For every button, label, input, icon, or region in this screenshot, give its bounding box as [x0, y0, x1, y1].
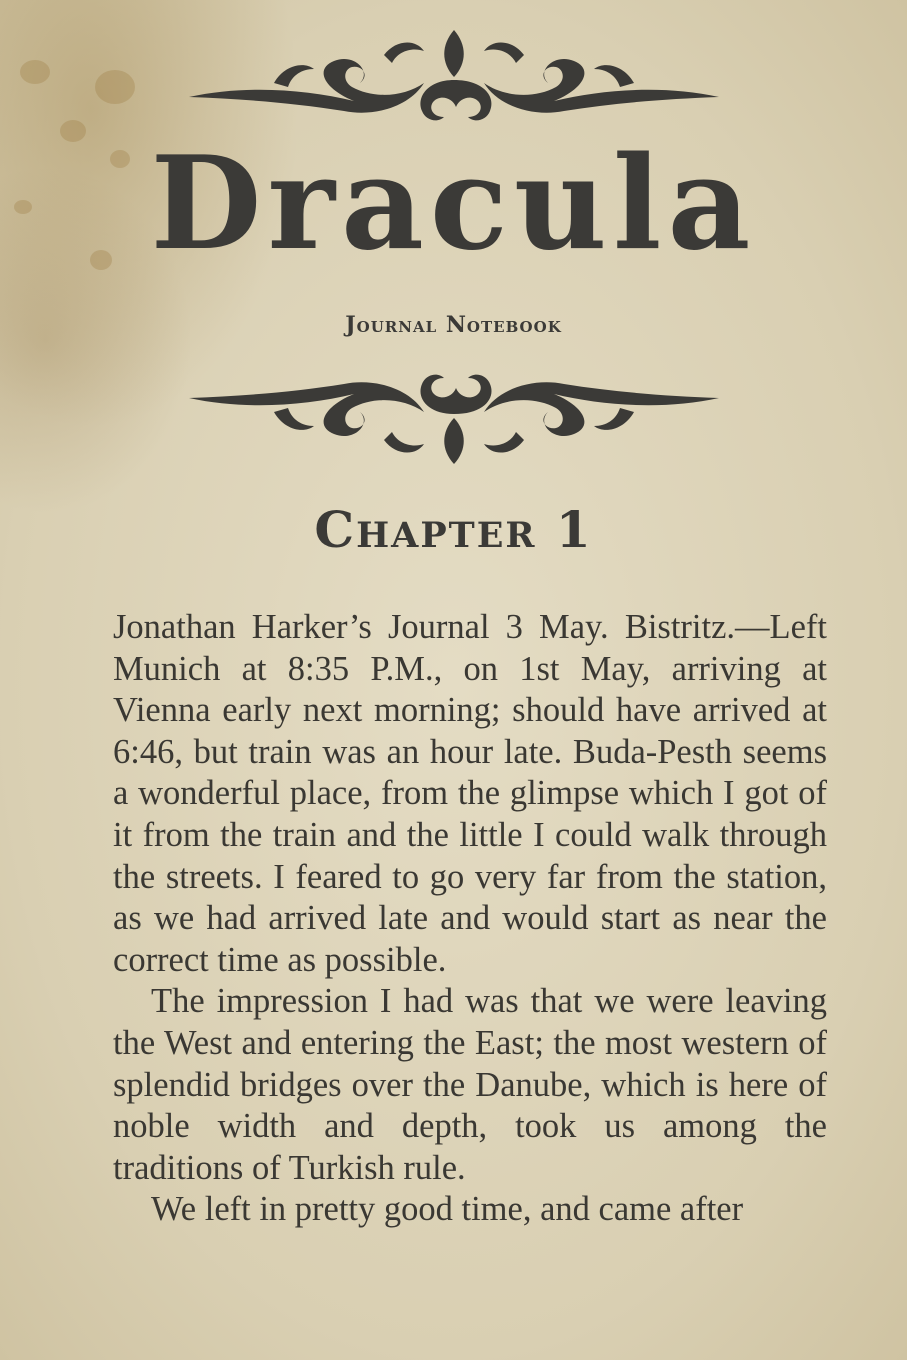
paragraph: The impression I had was that we were leaving the West and entering the East; the most western of splendid bridges over the Danube, which is here of noble width and depth, took us among the traditions of Turkish rule.: [113, 982, 827, 1187]
book-title: Dracula: [150, 129, 757, 279]
top-flourish-ornament: [0, 25, 907, 135]
paragraph: We left in pretty good time, and came after: [151, 1190, 744, 1229]
chapter-heading: Chapter 1: [314, 500, 593, 559]
book-subtitle: Journal Notebook: [345, 312, 562, 338]
paragraph: Jonathan Harker’s Journal 3 May. Bistritz.—Left Munich at 8:35 P.M., on 1st May, arriving at Vienna early next morning; should have arrived at 6:46, but train was an hour late. Buda-Pesth seems a wonderful place, from the glimpse which I got of it from the train and the little I could walk through the streets. I feared to go very far from the station, as we had arrived late and would start as near the correct time as possible.: [113, 608, 827, 979]
bottom-flourish-ornament: [0, 352, 907, 472]
chapter-body-text: [113, 607, 827, 1231]
